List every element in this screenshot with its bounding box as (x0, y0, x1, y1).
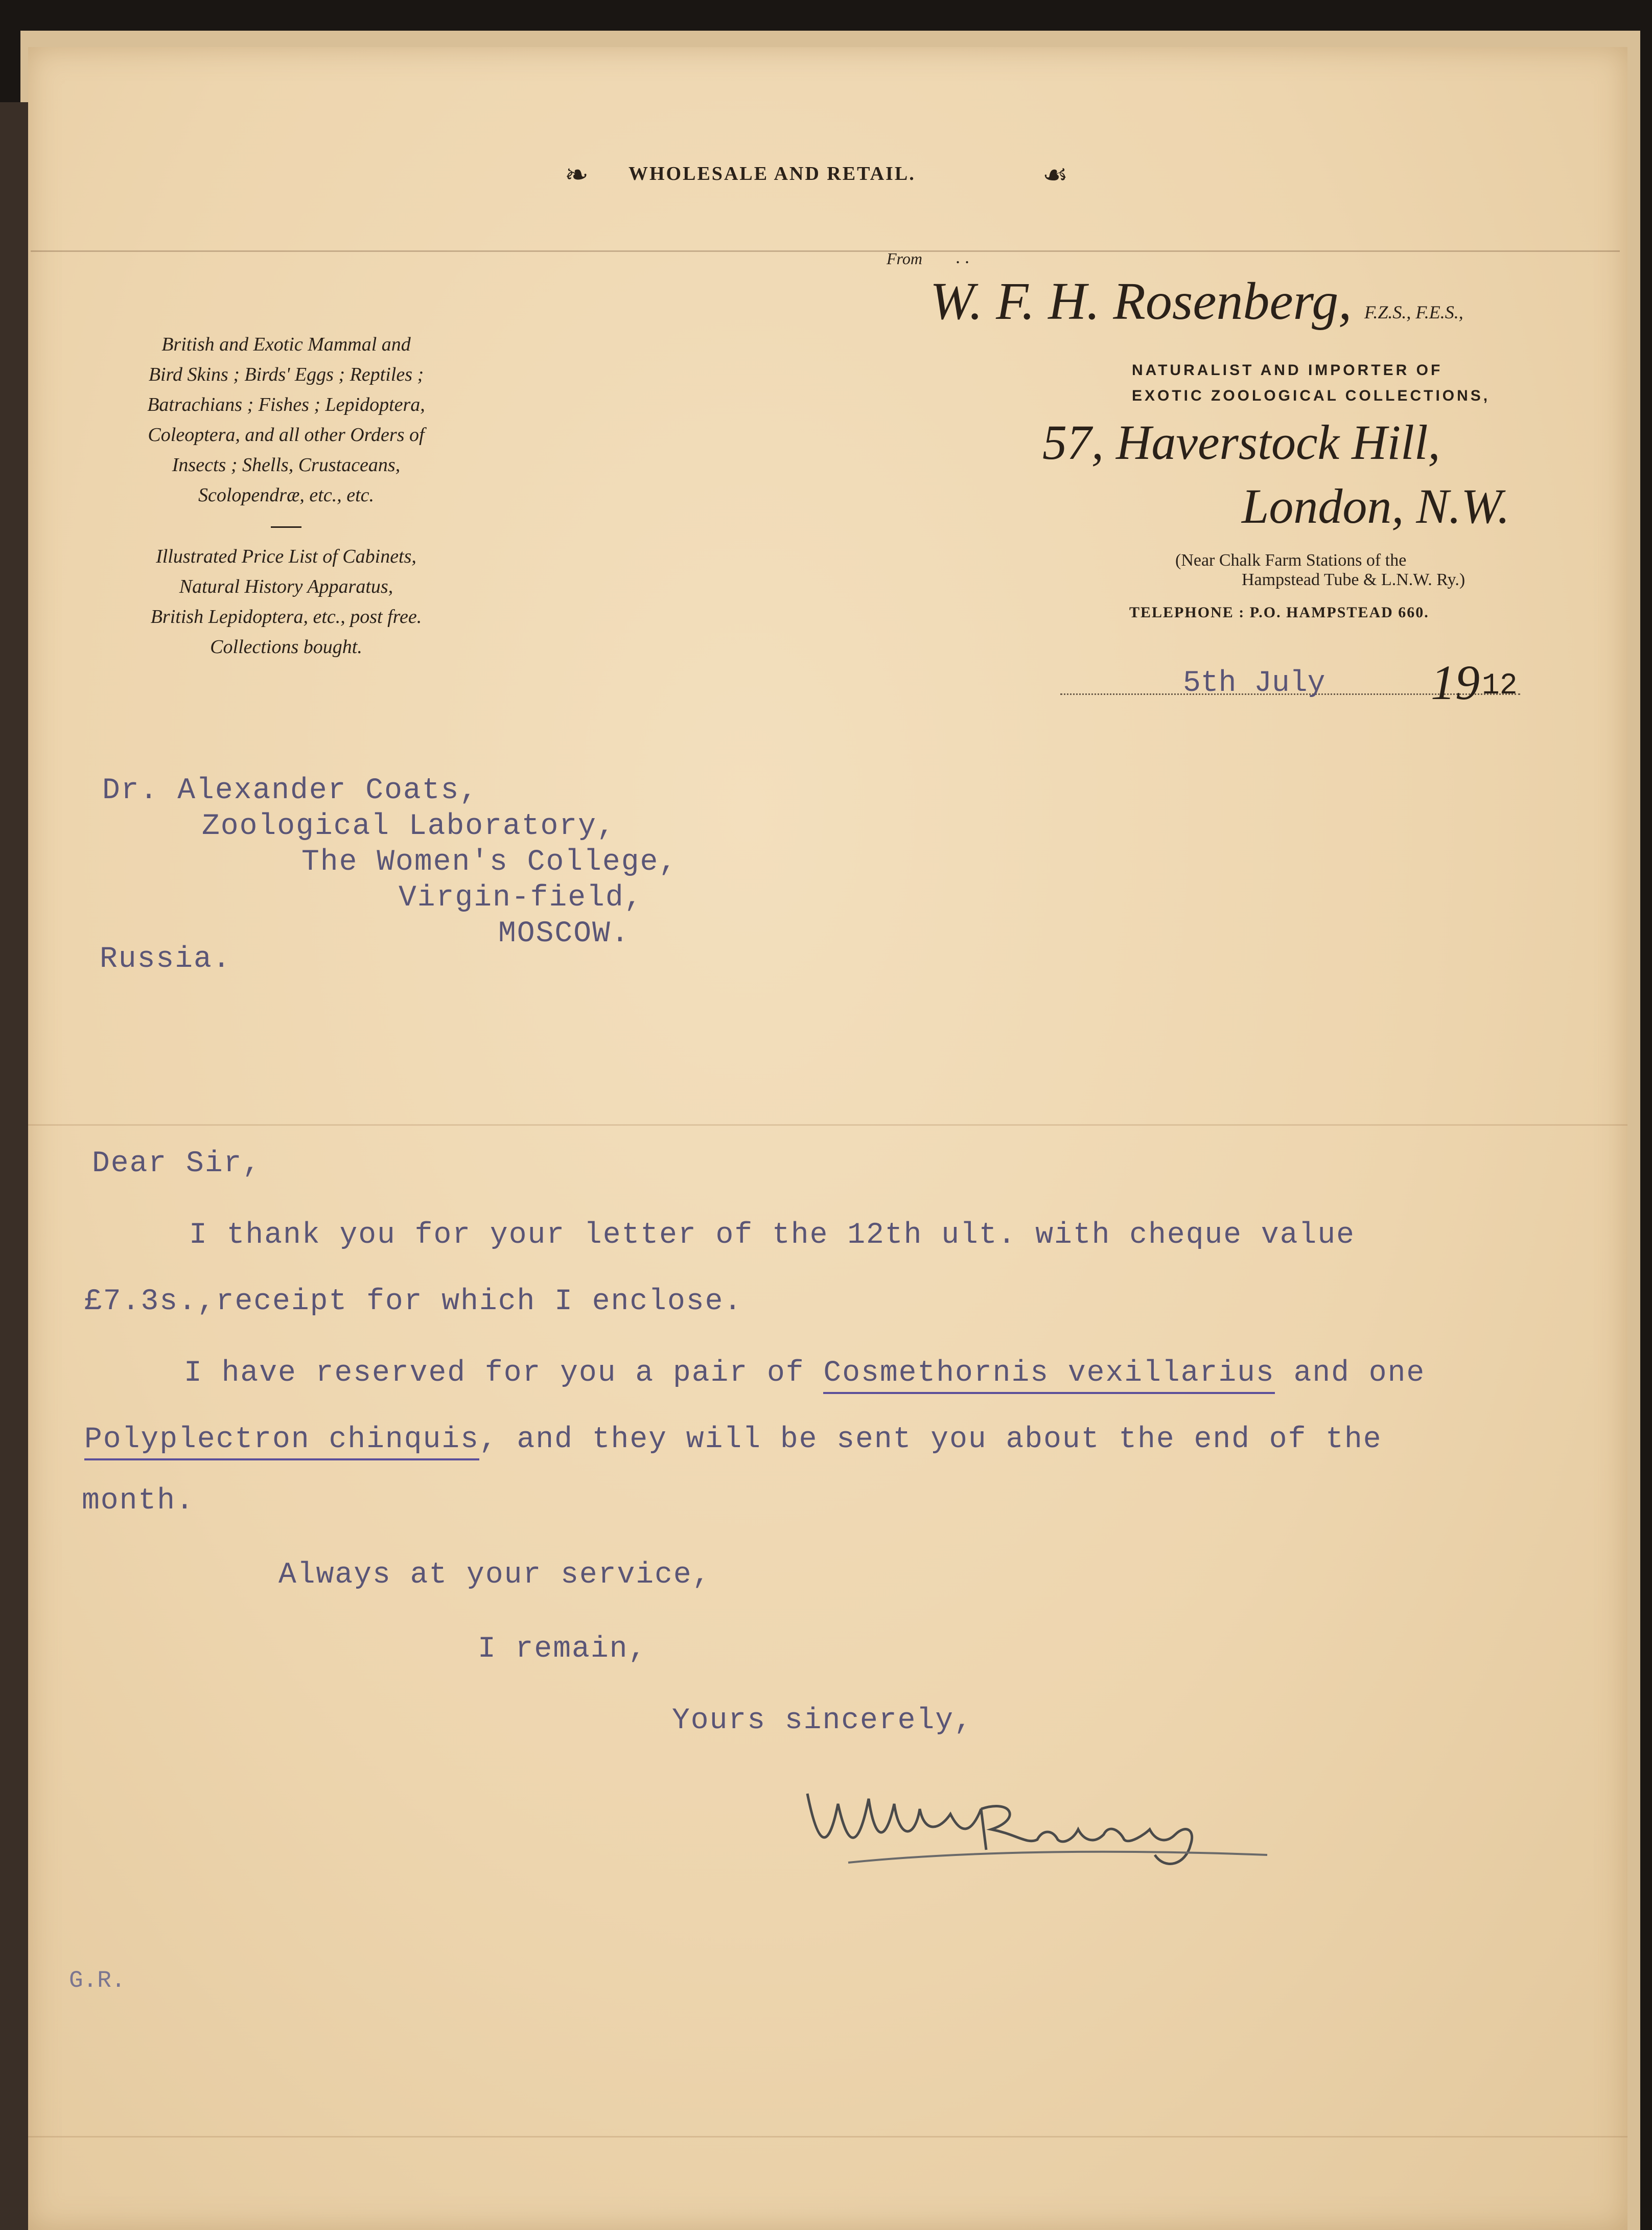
paragraph2-line3: month. (82, 1484, 195, 1518)
sidebar-line: Illustrated Price List of Cabinets, (156, 546, 416, 567)
banner-text: WHOLESALE AND RETAIL. (629, 163, 916, 184)
paragraph1-line2: £7.3s.,receipt for which I enclose. (84, 1285, 743, 1318)
paragraph2-text-c: , and they will be sent you about the end of the (479, 1423, 1382, 1456)
from-dots: . . (956, 247, 969, 267)
recipient-line1: Dr. Alexander Coats, (102, 774, 479, 807)
typist-initials: G.R. (69, 1967, 126, 1994)
species-polyplectron: Polyplectron chinquis (84, 1423, 479, 1460)
telephone: TELEPHONE : P.O. HAMPSTEAD 660. (1129, 604, 1429, 621)
sidebar-line: Coleoptera, and all other Orders of (148, 424, 425, 446)
recipient-line3: The Women's College, (301, 846, 678, 879)
paragraph2-text-b: and one (1293, 1357, 1426, 1390)
date-day-month: 5th July (1183, 667, 1325, 700)
closing-line2: I remain, (478, 1633, 647, 1666)
sender-credentials: F.Z.S., F.E.S., (1364, 302, 1463, 322)
recipient-country: Russia. (100, 943, 231, 976)
near-stations-line2: Hampstead Tube & L.N.W. Ry.) (1242, 570, 1465, 589)
closing-line3: Yours sincerely, (672, 1704, 973, 1737)
paragraph2-line1 (184, 1357, 1425, 1390)
header-rule (31, 250, 1620, 252)
paper-fold (28, 2136, 1627, 2138)
sidebar-pricelist (102, 542, 470, 662)
paper-fold (28, 1124, 1627, 1126)
sidebar-line: Scolopendræ, etc., etc. (198, 484, 374, 506)
ornament-left-icon: ❧ (565, 158, 589, 192)
profession-line2: EXOTIC ZOOLOGICAL COLLECTIONS, (1132, 387, 1491, 404)
ornament-right-icon: ☙ (1042, 158, 1068, 192)
from-label: From (887, 249, 922, 268)
salutation: Dear Sir, (92, 1147, 262, 1180)
date-year-prefix: 19 (1431, 655, 1480, 710)
closing-line1: Always at your service, (278, 1559, 711, 1592)
near-stations-line1: (Near Chalk Farm Stations of the (1175, 551, 1407, 570)
signature-image (797, 1773, 1308, 1886)
profession-line1: NATURALIST AND IMPORTER OF (1132, 362, 1443, 379)
paragraph2-text-a: I have reserved for you a pair of (184, 1357, 805, 1390)
recipient-line2: Zoological Laboratory, (202, 810, 616, 843)
sidebar-line: Collections bought. (210, 636, 362, 658)
paragraph1-line1: I thank you for your letter of the 12th ult. with cheque value (189, 1219, 1355, 1252)
sidebar-line: British Lepidoptera, etc., post free. (150, 606, 422, 628)
recipient-line4: Virgin-field, (399, 881, 643, 915)
sidebar-divider (271, 526, 301, 528)
species-cosmethornis: Cosmethornis vexillarius (823, 1357, 1274, 1394)
sidebar-line: Insects ; Shells, Crustaceans, (172, 454, 401, 476)
recipient-line5: MOSCOW. (498, 917, 630, 950)
date-year-suffix: 12 (1482, 669, 1518, 703)
address-city: London, N.W. (1242, 479, 1510, 533)
address-street: 57, Haverstock Hill, (1042, 415, 1440, 470)
paragraph2-line2 (84, 1423, 1382, 1456)
sidebar-line: Natural History Apparatus, (179, 576, 393, 597)
sidebar-line: British and Exotic Mammal and (161, 334, 411, 355)
sender-name: W. F. H. Rosenberg, (930, 272, 1352, 331)
sidebar-line: Bird Skins ; Birds' Eggs ; Reptiles ; (148, 364, 424, 385)
sidebar-line: Batrachians ; Fishes ; Lepidoptera, (147, 394, 425, 415)
sidebar-services (102, 330, 470, 510)
